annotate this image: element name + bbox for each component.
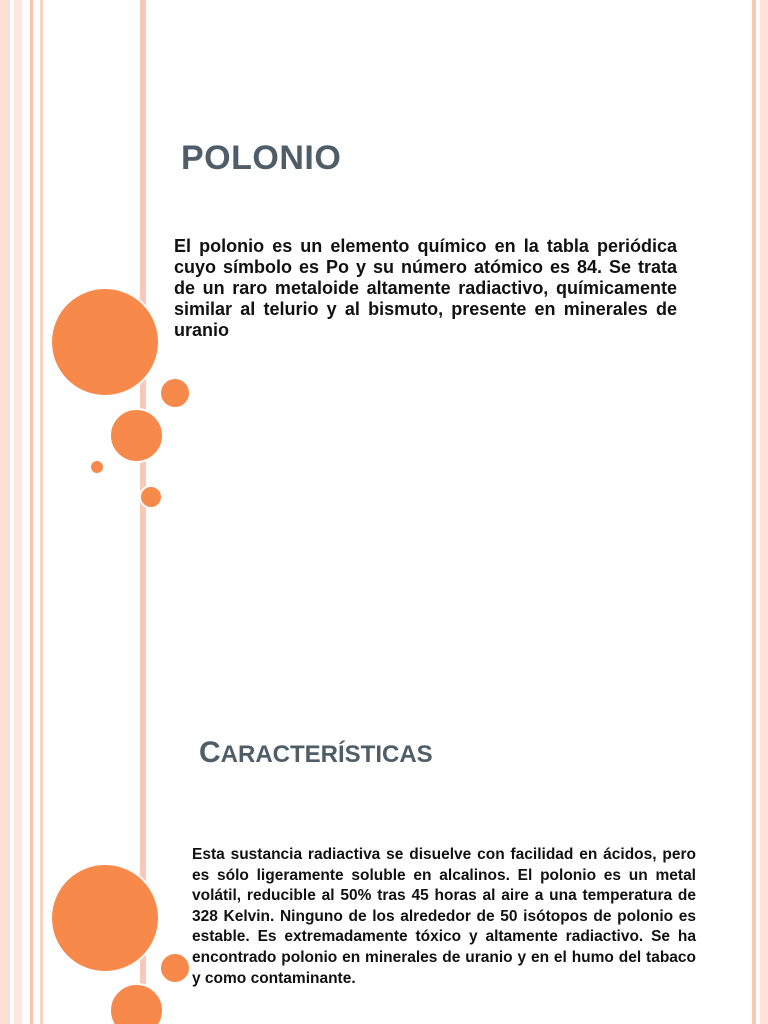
decorative-circle-medium xyxy=(109,408,164,463)
decorative-stripe xyxy=(0,512,10,1024)
decorative-stripe xyxy=(30,0,33,512)
decorative-stripe xyxy=(40,0,43,512)
decorative-circle-small xyxy=(139,485,163,509)
decorative-stripe xyxy=(14,0,22,512)
decorative-stripe xyxy=(752,0,756,512)
decorative-stripe xyxy=(752,512,756,1024)
decorative-stripe xyxy=(0,0,10,512)
decorative-circle-small xyxy=(159,952,191,984)
decorative-circle-medium xyxy=(109,983,164,1024)
slide-body-text: El polonio es un elemento químico en la tabla periódica cuyo símbolo es Po y su número atómico es 84. Se trata de un raro metaloide altamente radiactivo, químicamente similar al telurio y al bismuto, presente en minerales de uranio xyxy=(174,236,677,340)
slide-title-rest: ARACTERÍSTICAS xyxy=(220,741,433,768)
decorative-circle-large xyxy=(50,863,160,973)
decorative-circle-large xyxy=(50,287,160,397)
decorative-stripe xyxy=(760,0,768,512)
slide-title xyxy=(199,736,433,770)
slide-caracteristicas xyxy=(0,512,768,1024)
decorative-stripe xyxy=(40,512,43,1024)
slide-title: POLONIO xyxy=(181,139,342,177)
decorative-stripe xyxy=(14,512,22,1024)
slide-body-text: Esta sustancia radiactiva se disuelve con facilidad en ácidos, pero es sólo ligeramente soluble en alcalinos. El polonio es un metal volátil, reducible al 50% tras 45 horas al aire a una temperatura de 328 Kelvin. Ninguno de los alrededor de 50 isótopos de polonio es estable. Es extremadamente tóxico y altamente radiactivo. Se ha encontrado polonio en minerales de uranio y en el humo del tabaco y como contaminante. xyxy=(192,846,696,987)
decorative-circle-tiny xyxy=(91,461,103,473)
slide-title-initial: C xyxy=(199,736,221,769)
decorative-circle-small xyxy=(159,377,191,409)
decorative-stripe xyxy=(30,512,33,1024)
decorative-stripe xyxy=(760,512,768,1024)
